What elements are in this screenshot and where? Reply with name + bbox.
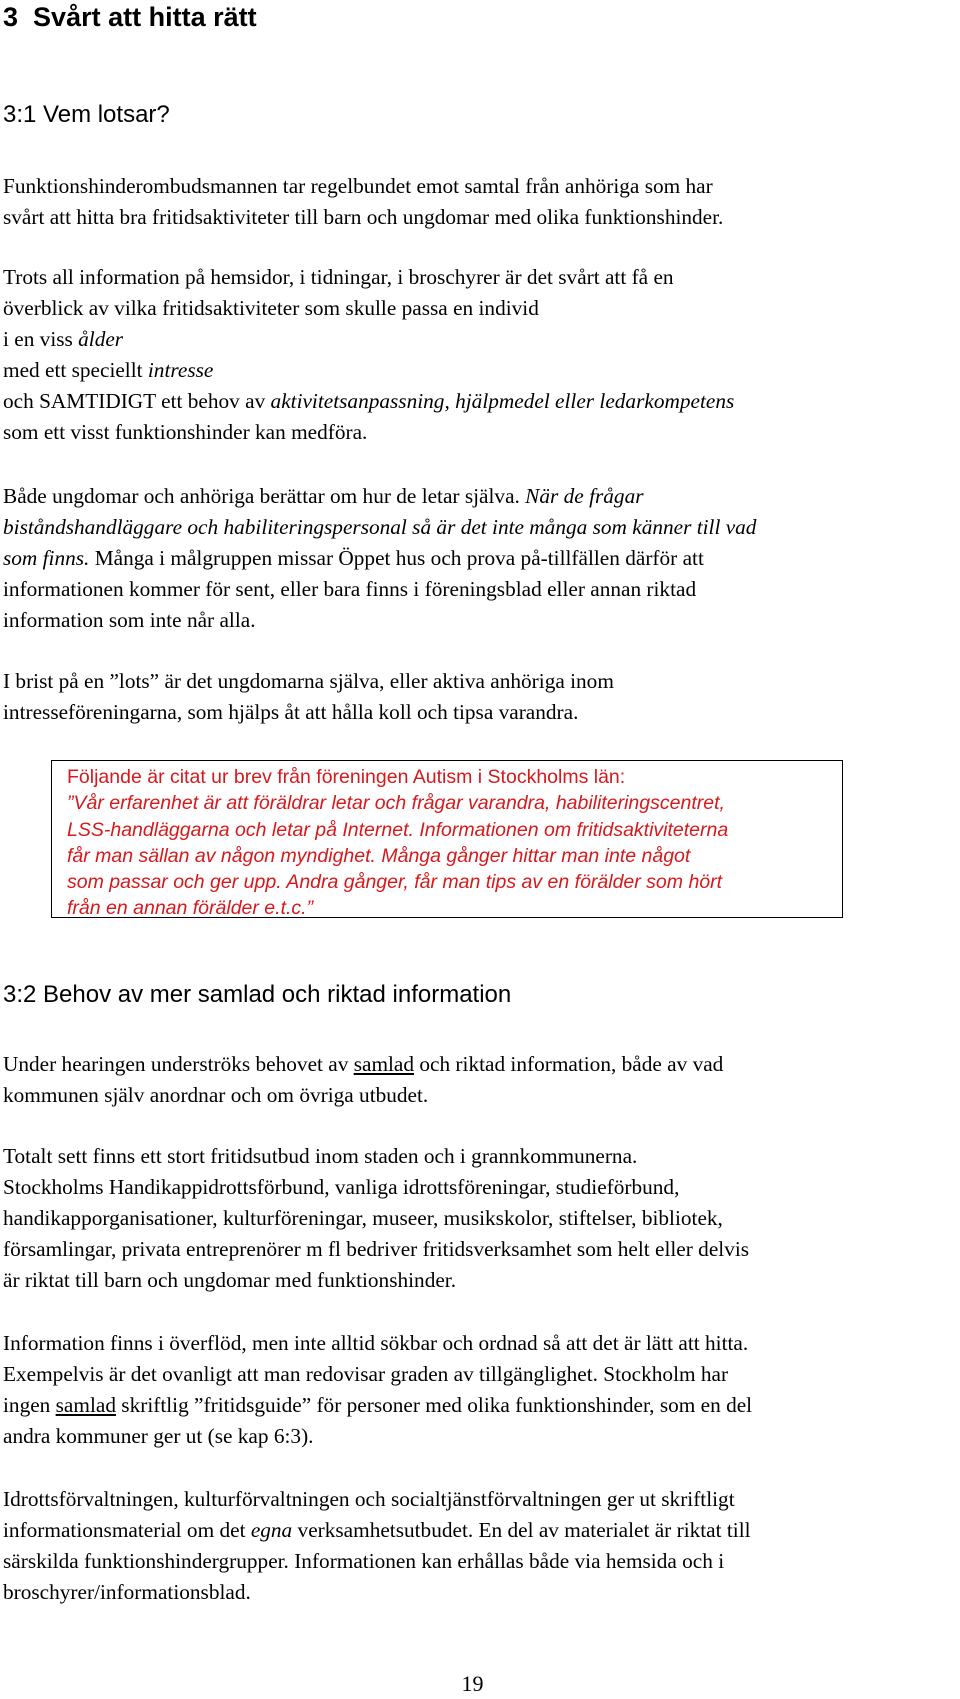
- paragraph-1: [3, 171, 958, 233]
- text-line: Under hearingen underströks behovet av samlad och riktad information, både av vad: [3, 1052, 724, 1076]
- text-line: information som inte når alla.: [3, 608, 256, 632]
- text-line: Information finns i överflöd, men inte alltid sökbar och ordnad så att det är lätt att hitta.: [3, 1331, 749, 1355]
- quote-line: ”Vår erfarenhet är att föräldrar letar och frågar varandra, habiliteringscentret,: [67, 792, 725, 815]
- text-line: svårt att hitta bra fritidsaktiviteter till barn och ungdomar med olika funktionshinder.: [3, 205, 724, 229]
- text-line: särskilda funktionshindergrupper. Informationen kan erhållas både via hemsida och i: [3, 1549, 725, 1573]
- quote-intro: Följande är citat ur brev från föreningen Autism i Stockholms län:: [67, 766, 626, 788]
- chapter-number: 3: [3, 2, 19, 32]
- text-line: Exempelvis är det ovanligt att man redovisar graden av tillgänglighet. Stockholm har: [3, 1362, 729, 1386]
- emphasis-alder: ålder: [78, 327, 124, 351]
- paragraph-4: [3, 666, 958, 728]
- text-line: Idrottsförvaltningen, kulturförvaltningen och socialtjänstförvaltningen ger ut skriftligt: [3, 1487, 735, 1511]
- paragraph-2: [3, 262, 958, 448]
- text-line: andra kommuner ger ut (se kap 6:3).: [3, 1424, 314, 1448]
- quote-line: som passar och ger upp. Andra gånger, får man tips av en förälder som hört: [67, 871, 723, 894]
- text-line: överblick av vilka fritidsaktiviteter som skulle passa en individ: [3, 296, 539, 320]
- text-line: Trots all information på hemsidor, i tidningar, i broschyrer är det svårt att få en: [3, 265, 674, 289]
- text-line: informationsmaterial om det egna verksamhetsutbudet. En del av materialet är riktat till: [3, 1518, 751, 1542]
- chapter-heading: [3, 0, 257, 34]
- quote-text: [67, 764, 728, 922]
- emphasis-anpassning: aktivitetsanpassning, hjälpmedel eller ledarkompetens: [270, 389, 735, 413]
- quote-line: får man sällan av någon myndighet. Många gånger hittar man inte något: [67, 844, 691, 867]
- text-line: Både ungdomar och anhöriga berättar om hur de letar själva. När de frågar: [3, 484, 644, 508]
- text-line: biståndshandläggare och habiliteringspersonal så är det inte många som känner till vad: [3, 515, 757, 539]
- quote-box: [51, 760, 843, 918]
- page-number: 19: [461, 1671, 484, 1696]
- underlined-samlad: samlad: [55, 1393, 116, 1417]
- text-line: Stockholms Handikappidrottsförbund, vanliga idrottsföreningar, studieförbund,: [3, 1175, 680, 1199]
- text-line: broschyrer/informationsblad.: [3, 1580, 251, 1604]
- text-line: med ett speciellt intresse: [3, 358, 214, 382]
- paragraph-5: [3, 1049, 958, 1111]
- text-line: Totalt sett finns ett stort fritidsutbud inom staden och i grannkommunerna.: [3, 1144, 638, 1168]
- text-line: informationen kommer för sent, eller bara finns i föreningsblad eller annan riktad: [3, 577, 697, 601]
- text-line: församlingar, privata entreprenörer m fl bedriver fritidsverksamhet som helt eller delvis: [3, 1237, 750, 1261]
- text-line: I brist på en ”lots” är det ungdomarna själva, eller aktiva anhöriga inom: [3, 669, 614, 693]
- underlined-samlad: samlad: [353, 1052, 415, 1076]
- emphasis-intresse: intresse: [147, 358, 214, 382]
- text-line: är riktat till barn och ungdomar med funktionshinder.: [3, 1268, 457, 1292]
- text-line: i en viss ålder: [3, 327, 124, 351]
- text-line: ingen samlad skriftlig ”fritidsguide” för personer med olika funktionshinder, som en del: [3, 1393, 753, 1417]
- text-line: intresseföreningarna, som hjälps åt att hålla koll och tipsa varandra.: [3, 700, 579, 724]
- section-heading-3-2: 3:2 Behov av mer samlad och riktad information: [3, 981, 512, 1008]
- text-line: handikapporganisationer, kulturföreningar, museer, musikskolor, stiftelser, bibliotek,: [3, 1206, 723, 1230]
- paragraph-3: [3, 481, 958, 636]
- chapter-title: Svårt att hitta rätt: [33, 2, 257, 32]
- emphasis-egna: egna: [250, 1518, 293, 1542]
- text-line: Funktionshinderombudsmannen tar regelbundet emot samtal från anhöriga som har: [3, 174, 713, 198]
- paragraph-6: [3, 1141, 958, 1296]
- quote-line: från en annan förälder e.t.c.”: [67, 897, 314, 920]
- paragraph-7: [3, 1328, 958, 1452]
- text-line: kommunen själv anordnar och om övriga utbudet.: [3, 1083, 429, 1107]
- text-line: som ett visst funktionshinder kan medföra.: [3, 420, 368, 444]
- section-heading-3-1: 3:1 Vem lotsar?: [3, 101, 170, 128]
- quote-line: LSS-handläggarna och letar på Internet. Informationen om fritidsaktiviteterna: [67, 818, 729, 841]
- text-line: och SAMTIDIGT ett behov av aktivitetsanpassning, hjälpmedel eller ledarkompetens: [3, 389, 735, 413]
- text-line: som finns. Många i målgruppen missar Öppet hus och prova på-tillfällen därför att: [3, 546, 704, 570]
- paragraph-8: [3, 1484, 958, 1608]
